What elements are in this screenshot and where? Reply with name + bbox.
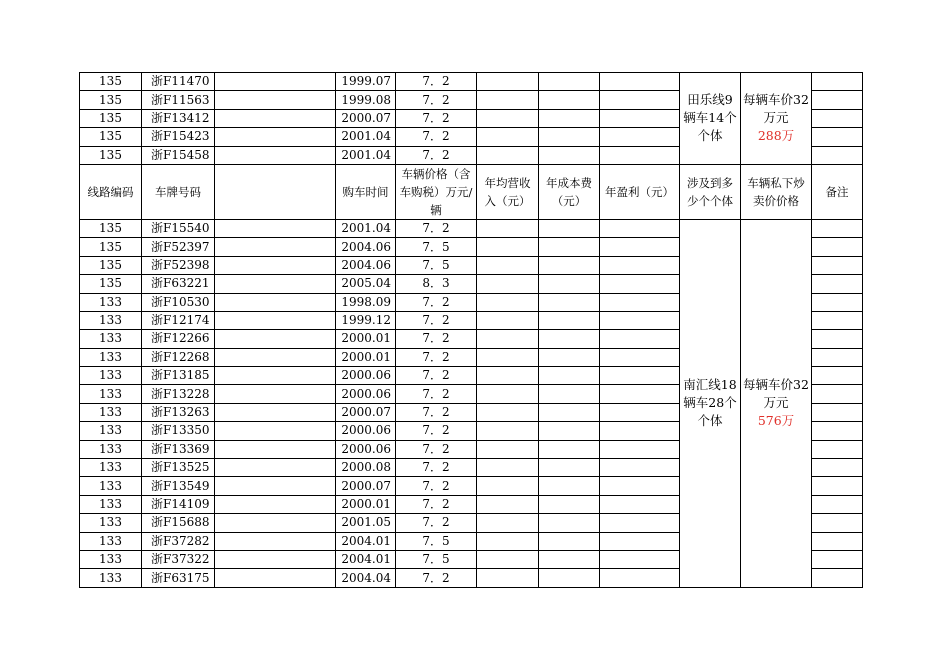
profit-cell (600, 459, 680, 477)
date-cell: 2000.01 (336, 348, 396, 366)
note-cell (812, 569, 863, 587)
price-cell: 7．2 (396, 330, 477, 348)
income-cell (477, 73, 539, 91)
route-cell: 133 (80, 422, 142, 440)
income-cell (477, 330, 539, 348)
profit-cell (600, 422, 680, 440)
cost-cell (539, 219, 600, 237)
blank-cell (215, 73, 336, 91)
date-cell: 2004.01 (336, 550, 396, 568)
blank-cell (215, 477, 336, 495)
plate-cell: 浙F11563 (142, 91, 215, 109)
date-cell: 2000.01 (336, 495, 396, 513)
price-cell: 7．2 (396, 459, 477, 477)
date-cell: 2001.04 (336, 146, 396, 164)
plate-cell: 浙F13525 (142, 459, 215, 477)
blank-cell (215, 403, 336, 421)
price-cell: 7．2 (396, 73, 477, 91)
date-cell: 2000.07 (336, 403, 396, 421)
note-cell (812, 422, 863, 440)
income-cell (477, 128, 539, 146)
header-plate: 车牌号码 (142, 164, 215, 219)
plate-cell: 浙F11470 (142, 73, 215, 91)
income-cell (477, 146, 539, 164)
resale-price-text: 每辆车价32万元 (743, 377, 809, 411)
route-cell: 133 (80, 514, 142, 532)
route-cell: 133 (80, 477, 142, 495)
blank-cell (215, 514, 336, 532)
price-cell: 7．2 (396, 403, 477, 421)
price-cell: 7．2 (396, 477, 477, 495)
route-cell: 133 (80, 403, 142, 421)
date-cell: 1999.08 (336, 91, 396, 109)
income-cell (477, 275, 539, 293)
date-cell: 2000.06 (336, 440, 396, 458)
income-cell (477, 385, 539, 403)
profit-cell (600, 219, 680, 237)
price-cell: 7．2 (396, 514, 477, 532)
price-cell: 7．5 (396, 550, 477, 568)
group1-body (80, 73, 863, 165)
plate-cell: 浙F37282 (142, 532, 215, 550)
route-cell: 133 (80, 348, 142, 366)
cost-cell (539, 403, 600, 421)
individuals-text: 田乐线9辆车14个个体 (683, 92, 737, 144)
blank-cell (215, 238, 336, 256)
plate-cell: 浙F13228 (142, 385, 215, 403)
note-cell (812, 311, 863, 329)
date-cell: 2004.06 (336, 256, 396, 274)
route-cell: 133 (80, 367, 142, 385)
plate-cell: 浙F15540 (142, 219, 215, 237)
profit-cell (600, 550, 680, 568)
cost-cell (539, 477, 600, 495)
date-cell: 2001.04 (336, 219, 396, 237)
price-cell: 8．3 (396, 275, 477, 293)
resale-total-text: 576万 (757, 413, 795, 429)
blank-cell (215, 569, 336, 587)
profit-cell (600, 311, 680, 329)
note-cell (812, 330, 863, 348)
price-cell: 7．2 (396, 91, 477, 109)
cost-cell (539, 91, 600, 109)
route-cell: 133 (80, 569, 142, 587)
individuals-cell (680, 219, 741, 587)
date-cell: 2000.06 (336, 422, 396, 440)
date-cell: 1999.07 (336, 73, 396, 91)
individuals-text: 南汇线18辆车28个个体 (683, 377, 737, 429)
cost-cell (539, 109, 600, 127)
plate-cell: 浙F13350 (142, 422, 215, 440)
income-cell (477, 256, 539, 274)
cost-cell (539, 293, 600, 311)
cost-cell (539, 422, 600, 440)
date-cell: 2004.04 (336, 569, 396, 587)
plate-cell: 浙F63175 (142, 569, 215, 587)
price-cell: 7．2 (396, 385, 477, 403)
date-cell: 2005.04 (336, 275, 396, 293)
route-cell: 135 (80, 275, 142, 293)
route-cell: 135 (80, 238, 142, 256)
price-cell: 7．2 (396, 495, 477, 513)
note-cell (812, 109, 863, 127)
blank-cell (215, 459, 336, 477)
price-cell: 7．2 (396, 440, 477, 458)
cost-cell (539, 73, 600, 91)
profit-cell (600, 109, 680, 127)
profit-cell (600, 495, 680, 513)
cost-cell (539, 256, 600, 274)
cost-cell (539, 440, 600, 458)
note-cell (812, 367, 863, 385)
profit-cell (600, 238, 680, 256)
cost-cell (539, 514, 600, 532)
resale-cell (741, 73, 812, 165)
plate-cell: 浙F13412 (142, 109, 215, 127)
plate-cell: 浙F12174 (142, 311, 215, 329)
header-resale: 车辆私下炒卖价价格 (741, 164, 812, 219)
price-cell: 7．2 (396, 128, 477, 146)
plate-cell: 浙F12266 (142, 330, 215, 348)
date-cell: 2000.06 (336, 367, 396, 385)
cost-cell (539, 495, 600, 513)
note-cell (812, 348, 863, 366)
route-cell: 133 (80, 550, 142, 568)
profit-cell (600, 569, 680, 587)
plate-cell: 浙F10530 (142, 293, 215, 311)
income-cell (477, 367, 539, 385)
cost-cell (539, 532, 600, 550)
header-route: 线路编码 (80, 164, 142, 219)
income-cell (477, 109, 539, 127)
income-cell (477, 532, 539, 550)
plate-cell: 浙F13263 (142, 403, 215, 421)
header-price: 车辆价格（含车购税）万元/辆 (396, 164, 477, 219)
income-cell (477, 403, 539, 421)
cost-cell (539, 128, 600, 146)
income-cell (477, 495, 539, 513)
blank-cell (215, 219, 336, 237)
plate-cell: 浙F13369 (142, 440, 215, 458)
blank-cell (215, 385, 336, 403)
blank-cell (215, 91, 336, 109)
note-cell (812, 293, 863, 311)
group2-body (80, 219, 863, 587)
header-section (80, 164, 863, 219)
resale-cell (741, 219, 812, 587)
note-cell (812, 275, 863, 293)
profit-cell (600, 128, 680, 146)
price-cell: 7．2 (396, 146, 477, 164)
blank-cell (215, 256, 336, 274)
blank-cell (215, 128, 336, 146)
plate-cell: 浙F63221 (142, 275, 215, 293)
date-cell: 1998.09 (336, 293, 396, 311)
route-cell: 133 (80, 495, 142, 513)
cost-cell (539, 569, 600, 587)
blank-cell (215, 422, 336, 440)
blank-cell (215, 532, 336, 550)
price-cell: 7．2 (396, 569, 477, 587)
header-income: 年均营收入（元） (477, 164, 539, 219)
income-cell (477, 422, 539, 440)
price-cell: 7．2 (396, 109, 477, 127)
header-blank (215, 164, 336, 219)
blank-cell (215, 146, 336, 164)
note-cell (812, 128, 863, 146)
note-cell (812, 146, 863, 164)
route-cell: 135 (80, 128, 142, 146)
note-cell (812, 219, 863, 237)
cost-cell (539, 330, 600, 348)
profit-cell (600, 348, 680, 366)
plate-cell: 浙F13549 (142, 477, 215, 495)
note-cell (812, 459, 863, 477)
income-cell (477, 238, 539, 256)
note-cell (812, 91, 863, 109)
note-cell (812, 256, 863, 274)
note-cell (812, 73, 863, 91)
blank-cell (215, 440, 336, 458)
cost-cell (539, 348, 600, 366)
resale-price-text: 每辆车价32万元 (743, 92, 809, 126)
plate-cell: 浙F37322 (142, 550, 215, 568)
note-cell (812, 532, 863, 550)
profit-cell (600, 477, 680, 495)
header-row (80, 164, 863, 219)
date-cell: 2001.05 (336, 514, 396, 532)
date-cell: 2000.01 (336, 330, 396, 348)
price-cell: 7．2 (396, 293, 477, 311)
profit-cell (600, 403, 680, 421)
profit-cell (600, 91, 680, 109)
price-cell: 7．5 (396, 238, 477, 256)
plate-cell: 浙F13185 (142, 367, 215, 385)
profit-cell (600, 385, 680, 403)
cost-cell (539, 367, 600, 385)
note-cell (812, 495, 863, 513)
route-cell: 133 (80, 330, 142, 348)
route-cell: 135 (80, 109, 142, 127)
route-cell: 133 (80, 311, 142, 329)
price-cell: 7．5 (396, 256, 477, 274)
date-cell: 2004.06 (336, 238, 396, 256)
cost-cell (539, 311, 600, 329)
note-cell (812, 440, 863, 458)
cost-cell (539, 385, 600, 403)
profit-cell (600, 330, 680, 348)
price-cell: 7．2 (396, 422, 477, 440)
plate-cell: 浙F12268 (142, 348, 215, 366)
table-row (80, 219, 863, 237)
route-cell: 135 (80, 91, 142, 109)
route-cell: 135 (80, 219, 142, 237)
vehicle-table (79, 72, 863, 588)
date-cell: 2004.01 (336, 532, 396, 550)
price-cell: 7．2 (396, 311, 477, 329)
plate-cell: 浙F15688 (142, 514, 215, 532)
income-cell (477, 293, 539, 311)
blank-cell (215, 348, 336, 366)
income-cell (477, 348, 539, 366)
blank-cell (215, 293, 336, 311)
route-cell: 133 (80, 532, 142, 550)
income-cell (477, 311, 539, 329)
blank-cell (215, 495, 336, 513)
blank-cell (215, 109, 336, 127)
date-cell: 2000.07 (336, 109, 396, 127)
route-cell: 135 (80, 256, 142, 274)
note-cell (812, 403, 863, 421)
header-individuals: 涉及到多少个个体 (680, 164, 741, 219)
route-cell: 133 (80, 459, 142, 477)
date-cell: 2000.07 (336, 477, 396, 495)
profit-cell (600, 440, 680, 458)
header-profit: 年盈利（元） (600, 164, 680, 219)
cost-cell (539, 459, 600, 477)
header-buy-time: 购车时间 (336, 164, 396, 219)
plate-cell: 浙F15423 (142, 128, 215, 146)
route-cell: 135 (80, 73, 142, 91)
note-cell (812, 550, 863, 568)
plate-cell: 浙F15458 (142, 146, 215, 164)
blank-cell (215, 550, 336, 568)
price-cell: 7．2 (396, 367, 477, 385)
route-cell: 133 (80, 440, 142, 458)
route-cell: 135 (80, 146, 142, 164)
income-cell (477, 219, 539, 237)
blank-cell (215, 311, 336, 329)
income-cell (477, 550, 539, 568)
table-row (80, 73, 863, 91)
plate-cell: 浙F52397 (142, 238, 215, 256)
profit-cell (600, 256, 680, 274)
profit-cell (600, 367, 680, 385)
date-cell: 2000.08 (336, 459, 396, 477)
price-cell: 7．5 (396, 532, 477, 550)
income-cell (477, 569, 539, 587)
profit-cell (600, 514, 680, 532)
income-cell (477, 91, 539, 109)
price-cell: 7．2 (396, 219, 477, 237)
profit-cell (600, 73, 680, 91)
cost-cell (539, 275, 600, 293)
profit-cell (600, 275, 680, 293)
route-cell: 133 (80, 293, 142, 311)
income-cell (477, 440, 539, 458)
income-cell (477, 514, 539, 532)
profit-cell (600, 146, 680, 164)
blank-cell (215, 330, 336, 348)
date-cell: 1999.12 (336, 311, 396, 329)
date-cell: 2000.06 (336, 385, 396, 403)
cost-cell (539, 238, 600, 256)
plate-cell: 浙F52398 (142, 256, 215, 274)
cost-cell (539, 550, 600, 568)
resale-total-text: 288万 (757, 128, 795, 144)
note-cell (812, 385, 863, 403)
header-cost: 年成本费（元） (539, 164, 600, 219)
income-cell (477, 459, 539, 477)
note-cell (812, 514, 863, 532)
plate-cell: 浙F14109 (142, 495, 215, 513)
note-cell (812, 238, 863, 256)
blank-cell (215, 367, 336, 385)
route-cell: 133 (80, 385, 142, 403)
blank-cell (215, 275, 336, 293)
profit-cell (600, 532, 680, 550)
income-cell (477, 477, 539, 495)
header-note: 备注 (812, 164, 863, 219)
note-cell (812, 477, 863, 495)
cost-cell (539, 146, 600, 164)
profit-cell (600, 293, 680, 311)
date-cell: 2001.04 (336, 128, 396, 146)
individuals-cell (680, 73, 741, 165)
price-cell: 7．2 (396, 348, 477, 366)
